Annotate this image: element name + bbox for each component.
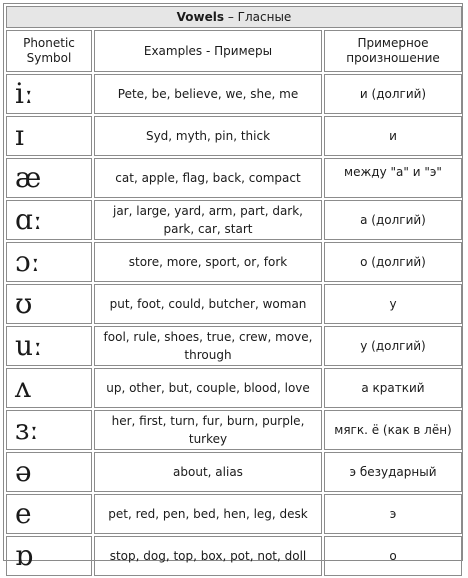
- header-examples: Examples - Примеры: [94, 30, 322, 72]
- examples-cell: pet, red, pen, bed, hen, leg, desk: [94, 494, 322, 534]
- phonetic-symbol: ʌ: [6, 368, 92, 408]
- pronunciation-cell: о (долгий): [324, 242, 462, 282]
- phonetic-symbol: ʊ: [6, 284, 92, 324]
- phonetic-symbol: ɔː: [6, 242, 92, 282]
- table-row: [6, 158, 462, 198]
- examples-cell: stop, dog, top, box, pot, not, doll: [94, 536, 322, 576]
- table-title: [6, 6, 462, 28]
- table-title-rest: – Гласные: [224, 10, 292, 24]
- table-row: [6, 200, 462, 240]
- examples-cell: jar, large, yard, arm, part, dark, park, car, start: [94, 200, 322, 240]
- pronunciation-cell: а (долгий): [324, 200, 462, 240]
- examples-cell: Pete, be, believe, we, she, me: [94, 74, 322, 114]
- vowels-table-frame: [3, 3, 463, 572]
- table-row: [6, 326, 462, 366]
- table-row: [6, 452, 462, 492]
- pronunciation-cell: э безударный: [324, 452, 462, 492]
- header-phonetic-symbol: Phonetic Symbol: [6, 30, 92, 72]
- table-row: [6, 284, 462, 324]
- phonetic-symbol: ɑː: [6, 200, 92, 240]
- pronunciation-cell: у (долгий): [324, 326, 462, 366]
- phonetic-symbol: e: [6, 494, 92, 534]
- table-row: [6, 74, 462, 114]
- examples-cell: put, foot, could, butcher, woman: [94, 284, 322, 324]
- phonetic-symbol: ɒ: [6, 536, 92, 576]
- examples-cell: fool, rule, shoes, true, crew, move, through: [94, 326, 322, 366]
- phonetic-symbol: uː: [6, 326, 92, 366]
- pronunciation-cell: мягк. ё (как в лён): [324, 410, 462, 450]
- examples-cell: cat, apple, flag, back, compact: [94, 158, 322, 198]
- pronunciation-cell: э: [324, 494, 462, 534]
- examples-cell: up, other, but, couple, blood, love: [94, 368, 322, 408]
- table-row: [6, 536, 462, 576]
- table-row: [6, 494, 462, 534]
- examples-cell: store, more, sport, or, fork: [94, 242, 322, 282]
- header-pronunciation: Примерное произношение: [324, 30, 462, 72]
- table-row: [6, 368, 462, 408]
- table-row: [6, 116, 462, 156]
- phonetic-symbol: iː: [6, 74, 92, 114]
- table-row: [6, 242, 462, 282]
- phonetic-symbol: ɪ: [6, 116, 92, 156]
- pronunciation-cell: между "а" и "э": [324, 158, 462, 198]
- table-title-bold: Vowels: [176, 10, 225, 24]
- examples-cell: about, alias: [94, 452, 322, 492]
- pronunciation-cell: и: [324, 116, 462, 156]
- pronunciation-cell: а краткий: [324, 368, 462, 408]
- phonetic-symbol: ə: [6, 452, 92, 492]
- examples-cell: her, first, turn, fur, burn, purple, turkey: [94, 410, 322, 450]
- table-row: [6, 410, 462, 450]
- pronunciation-cell: и (долгий): [324, 74, 462, 114]
- pronunciation-cell: о: [324, 536, 462, 576]
- vowels-table: [4, 4, 464, 578]
- examples-cell: Syd, myth, pin, thick: [94, 116, 322, 156]
- pronunciation-cell: у: [324, 284, 462, 324]
- phonetic-symbol: ɜː: [6, 410, 92, 450]
- phonetic-symbol: æ: [6, 158, 92, 198]
